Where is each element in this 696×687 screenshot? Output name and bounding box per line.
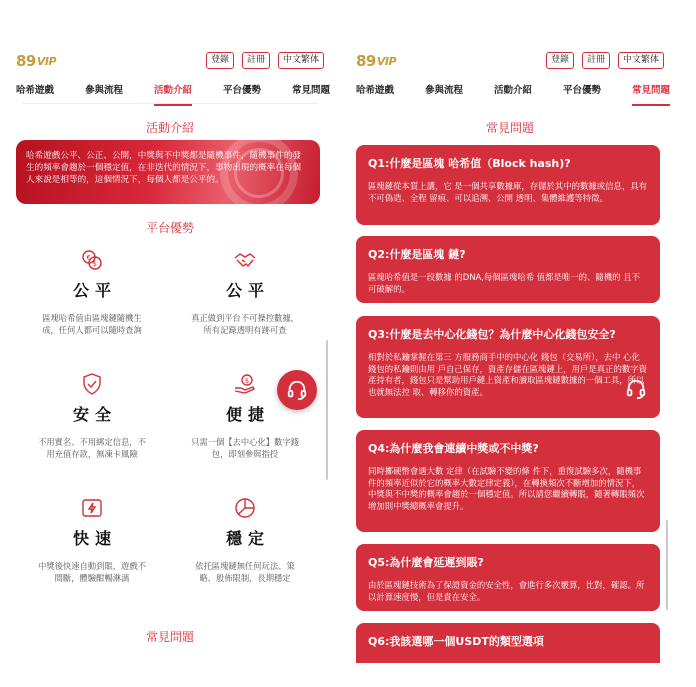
faq-question: Q6:我該選哪一個USDT的類型選項 [368,635,544,648]
faq-answer: 區塊哈希值是一段數據 的DNA,每個區塊哈希 值都是唯一的、隨機的 且不可破解的。 [368,272,640,294]
faq-title: 常見問題 [145,630,194,644]
top-bar [16,52,324,72]
faq-item-5[interactable] [356,544,660,611]
feature-title: 公平 [225,281,270,300]
feature-title: 穩定 [225,529,270,548]
activity-banner [16,140,320,204]
logo-vip: VIP [376,54,397,68]
lightning-icon [80,496,104,520]
faq-answer: 由於區塊鏈技術為了保證資金的安全性，會進行多次覈算，比對，確認。所以計算速度慢，但是責在安全。 [368,580,645,602]
faq-item-1[interactable] [356,145,660,225]
feature-fast [32,496,152,584]
feature-title: 公平 [72,281,117,300]
tab-activity[interactable]: 活動介紹 [154,82,192,100]
logo-number: 89 [356,52,376,70]
faq-answer: 相對於私鑰掌握在第三 方服務商手中的中心化 錢包（交易所），去中 心化錢包的私鑰則由用 戶自己保存，資產存儲在區塊鏈上，用戶是真正的數字資產持有者，錢包只是幫助用戶鏈上資產和讀取區塊鏈數據的一個工具，所以也就無法控 取、轉移你的資產。 [368,352,648,397]
faq-item-2[interactable] [356,236,660,303]
svg-text:$: $ [92,260,97,268]
tab-activity[interactable]: 活動介紹 [493,85,532,96]
register-button[interactable]: 註冊 [582,52,610,69]
faq-question: Q2:什麼是區塊 鏈? [368,248,466,261]
tab-faq[interactable]: 常見問題 [632,82,670,100]
activity-title: 活動介紹 [145,121,194,135]
headset-icon [625,378,647,400]
faq-question: Q3:什麼是去中心化錢包？為什麼中心化錢包安全? [368,328,616,341]
feature-fair-1 [32,248,152,336]
left-screen [0,0,340,687]
logo-number: 89 [16,52,36,70]
coins-icon [80,248,104,272]
coin-hand-icon [233,372,257,396]
faq-question: Q1:什麼是區塊 哈希值（Block hash)? [368,157,571,170]
login-button[interactable]: 登錄 [546,52,574,69]
main-nav [16,82,330,100]
faq-title: 常見問題 [485,121,534,135]
site-logo[interactable] [16,52,56,70]
feature-desc: 區塊哈希值由區塊鏈隨機生成，任何人都可以隨時查詢 [42,313,142,335]
tab-faq[interactable]: 常見問題 [291,85,330,96]
advantages-title: 平台優勢 [145,221,194,235]
svg-text:$: $ [244,377,250,385]
feature-desc: 依托區塊鏈無任何玩法、策略、般佈限制，長期穩定 [195,561,295,583]
headset-icon [286,379,308,401]
customer-service-button[interactable] [616,369,656,409]
shield-check-icon [80,372,104,396]
tab-process[interactable]: 參與流程 [424,85,463,96]
site-logo[interactable] [356,52,396,70]
feature-safe [32,372,152,460]
tab-hash-games[interactable]: 哈希遊戲 [16,85,55,96]
scrollbar[interactable] [666,520,668,610]
nav-divider [22,103,318,104]
tab-hash-games[interactable]: 哈希遊戲 [356,85,395,96]
feature-stable [185,496,305,584]
feature-title: 安全 [72,405,117,424]
faq-question: Q5:為什麼會延遲到賬? [368,556,484,569]
tab-process[interactable]: 參與流程 [84,85,123,96]
tab-advantages[interactable]: 平台優勢 [222,85,261,96]
logo-vip: VIP [36,54,57,68]
faq-answer: 同時擲硬幣會遇大數 定律（在試驗不變的條 件下，重復試驗多次，隨機事件的頻率近似於它的概率大數定律定義），在轉換頻次不斷增加的情況下，中獎與不中獎的概率會趨於一個穩定值。所以請您繼續轉賬，隨著轉賬頻次增加則中獎總概率會提升。 [368,466,645,511]
language-button[interactable]: 中文繁体 [618,52,664,69]
language-button[interactable]: 中文繁体 [278,52,324,69]
tab-advantages[interactable]: 平台優勢 [562,85,601,96]
feature-fair-2 [185,248,305,336]
feature-desc: 只需一個【去中心化】數字錢包，即刻參與指投 [191,437,299,459]
register-button[interactable]: 註冊 [242,52,270,69]
feature-desc: 不用實名、不用綁定信息，不用充值存款，無凍卡風險 [38,437,146,459]
svg-text:€: € [86,254,91,262]
feature-title: 快速 [72,529,117,548]
handshake-icon [233,248,257,272]
banner-text: 哈希遊戲公平、公正、公開，中獎與不中獎都是隨機事件，隨機事件的發生的頻率會趨於一個穩定值，在非迭代的情況下，事物出現的概率在每個人來說是相等的，這個情況下，每個人都是公平的。 [26,151,302,185]
feature-desc: 中獎後快速自動到賬，遊戲不間斷，體驗酣暢淋漓 [38,561,146,583]
faq-item-6[interactable] [356,623,660,663]
right-screen [340,0,680,687]
main-nav [356,82,670,100]
faq-answer: 區塊鏈從本質上講，它 是一個共享數據庫，存儲於其中的數據或信息，具有不可偽造、全程 留痕、可以追溯、公開 透明、集體維護等特徵。 [368,181,648,203]
pie-chart-icon [233,496,257,520]
scrollbar[interactable] [326,340,328,480]
feature-desc: 真正做到平台不可操控數據，所有記錄透明有跡可查 [191,313,299,335]
login-button[interactable]: 登錄 [206,52,234,69]
customer-service-button[interactable] [277,370,317,410]
faq-question: Q4:為什麼我會連續中獎或不中獎? [368,442,539,455]
feature-title: 便捷 [225,405,270,424]
faq-item-3[interactable] [356,316,660,418]
faq-item-4[interactable] [356,430,660,532]
top-bar [356,52,664,72]
